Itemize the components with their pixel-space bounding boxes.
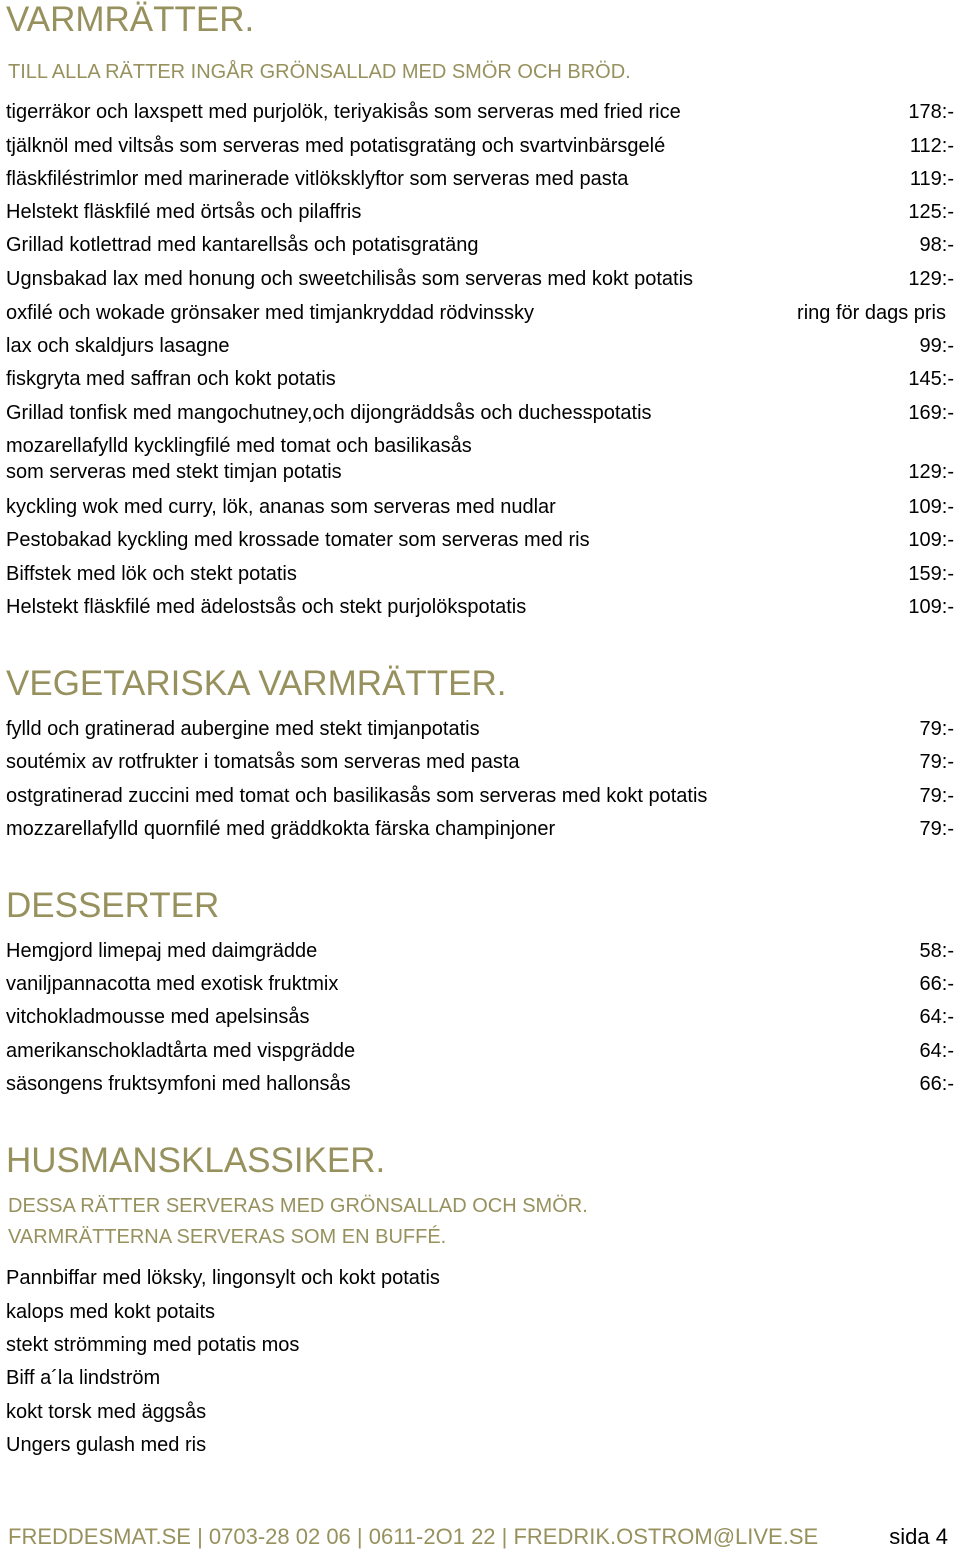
item-price: 79:- — [919, 785, 954, 807]
section-title-husman: HUSMANSKLASSIKER. — [6, 1141, 386, 1180]
menu-item — [6, 199, 954, 225]
page-number: sida 4 — [889, 1524, 948, 1549]
item-name: soutémix av rotfrukter i tomatsås som serveras med pasta — [6, 751, 520, 773]
menu-item — [6, 1004, 954, 1030]
menu-item — [6, 266, 954, 292]
menu-item — [6, 971, 954, 997]
item-price: 125:- — [908, 201, 954, 223]
item-name — [6, 433, 472, 485]
list-item: Ungers gulash med ris — [6, 1434, 207, 1456]
item-price: 159:- — [908, 563, 954, 585]
menu-item — [6, 300, 954, 326]
menu-item — [6, 400, 954, 426]
item-name: fläskfiléstrimlor med marinerade vitlöksklyftor som serveras med pasta — [6, 168, 629, 190]
item-price: 109:- — [908, 496, 954, 518]
menu-item — [6, 561, 954, 587]
item-price: 129:- — [908, 461, 954, 483]
menu-item — [6, 783, 954, 809]
item-name: Pestobakad kyckling med krossade tomater som serveras med ris — [6, 529, 590, 551]
item-price: 109:- — [908, 596, 954, 618]
menu-item — [6, 1071, 954, 1097]
item-price: 119:- — [909, 168, 954, 190]
item-name: tigerräkor och laxspett med purjolök, teriyakisås som serveras med fried rice — [6, 101, 681, 123]
item-price: 58:- — [919, 940, 954, 962]
item-name: vaniljpannacotta med exotisk fruktmix — [6, 973, 339, 995]
item-name: tjälknöl med viltsås som serveras med potatisgratäng och svartvinbärsgelé — [6, 135, 666, 157]
menu-item — [6, 232, 954, 258]
item-price: 98:- — [919, 234, 954, 256]
list-item: Pannbiffar med löksky, lingonsylt och kokt potatis — [6, 1267, 440, 1289]
item-name: amerikanschokladtårta med vispgrädde — [6, 1040, 356, 1062]
item-name: ostgratinerad zuccini med tomat och basilikasås som serveras med kokt potatis — [6, 785, 708, 807]
menu-item — [6, 494, 954, 520]
item-price: 99:- — [919, 335, 954, 357]
item-name: vitchokladmousse med apelsinsås — [6, 1006, 310, 1028]
item-price: 112:- — [909, 135, 954, 157]
section-title-vegetariska: VEGETARISKA VARMRÄTTER. — [6, 664, 507, 703]
item-price: 79:- — [919, 751, 954, 773]
item-price: 64:- — [919, 1006, 954, 1028]
item-price: 66:- — [919, 1073, 954, 1095]
item-name: fiskgryta med saffran och kokt potatis — [6, 368, 336, 390]
item-price: 129:- — [908, 268, 954, 290]
item-price: 178:- — [908, 101, 954, 123]
menu-item — [6, 938, 954, 964]
section-subtitle-husman-1: DESSA RÄTTER SERVERAS MED GRÖNSALLAD OCH SMÖR. — [8, 1195, 588, 1217]
item-name: säsongens fruktsymfoni med hallonsås — [6, 1073, 351, 1095]
menu-item — [6, 1038, 954, 1064]
menu-item — [6, 166, 954, 192]
menu-item — [6, 716, 954, 742]
item-price: 145:- — [908, 368, 954, 390]
item-price: 79:- — [919, 818, 954, 840]
item-name-line2: som serveras med stekt timjan potatis — [6, 461, 342, 483]
item-price: 169:- — [908, 402, 954, 424]
item-name-line1: mozarellafylld kycklingfilé med tomat och basilikasås — [6, 435, 472, 457]
section-title-varmratter: VARMRÄTTER. — [6, 0, 255, 39]
item-name: Grillad tonfisk med mangochutney,och dijongräddsås och duchesspotatis — [6, 402, 652, 424]
section-title-desserter: DESSERTER — [6, 886, 220, 925]
menu-item — [6, 749, 954, 775]
footer-contact: FREDDESMAT.SE | 0703-28 02 06 | 0611-2O1 22 | FREDRIK.OSTROM@LIVE.SE — [8, 1524, 819, 1549]
item-name: mozzarellafylld quornfilé med gräddkokta färska champinjoner — [6, 818, 556, 840]
section-subtitle-varmratter: TILL ALLA RÄTTER INGÅR GRÖNSALLAD MED SMÖR OCH BRÖD. — [8, 61, 631, 83]
item-name: oxfilé och wokade grönsaker med timjankryddad rödvinssky — [6, 302, 535, 324]
item-name: Grillad kotlettrad med kantarellsås och potatisgratäng — [6, 234, 479, 256]
page-footer — [8, 1522, 948, 1552]
item-name: Helstekt fläskfilé med ädelostsås och stekt purjolökspotatis — [6, 596, 527, 618]
list-item: Biff a´la lindström — [6, 1367, 161, 1389]
list-item: kalops med kokt potaits — [6, 1301, 215, 1323]
item-price: 79:- — [919, 718, 954, 740]
item-price: 64:- — [919, 1040, 954, 1062]
item-name: kyckling wok med curry, lök, ananas som serveras med nudlar — [6, 496, 556, 518]
menu-item — [6, 366, 954, 392]
section-subtitle-husman-2: VARMRÄTTERNA SERVERAS SOM EN BUFFÉ. — [8, 1226, 447, 1248]
menu-item — [6, 99, 954, 125]
item-price: ring för dags pris — [797, 302, 946, 324]
item-name: Hemgjord limepaj med daimgrädde — [6, 940, 318, 962]
item-name: Biffstek med lök och stekt potatis — [6, 563, 297, 585]
item-name: Ugnsbakad lax med honung och sweetchilisås som serveras med kokt potatis — [6, 268, 694, 290]
item-name: Helstekt fläskfilé med örtsås och pilaffris — [6, 201, 362, 223]
item-name: lax och skaldjurs lasagne — [6, 335, 230, 357]
menu-item — [6, 333, 954, 359]
list-item: stekt strömming med potatis mos — [6, 1334, 300, 1356]
menu-item — [6, 433, 954, 485]
menu-item — [6, 133, 954, 159]
list-item: kokt torsk med äggsås — [6, 1401, 207, 1423]
menu-item — [6, 594, 954, 620]
item-price: 66:- — [919, 973, 954, 995]
item-price: 109:- — [908, 529, 954, 551]
item-name: fylld och gratinerad aubergine med stekt timjanpotatis — [6, 718, 480, 740]
menu-item — [6, 527, 954, 553]
menu-item — [6, 816, 954, 842]
